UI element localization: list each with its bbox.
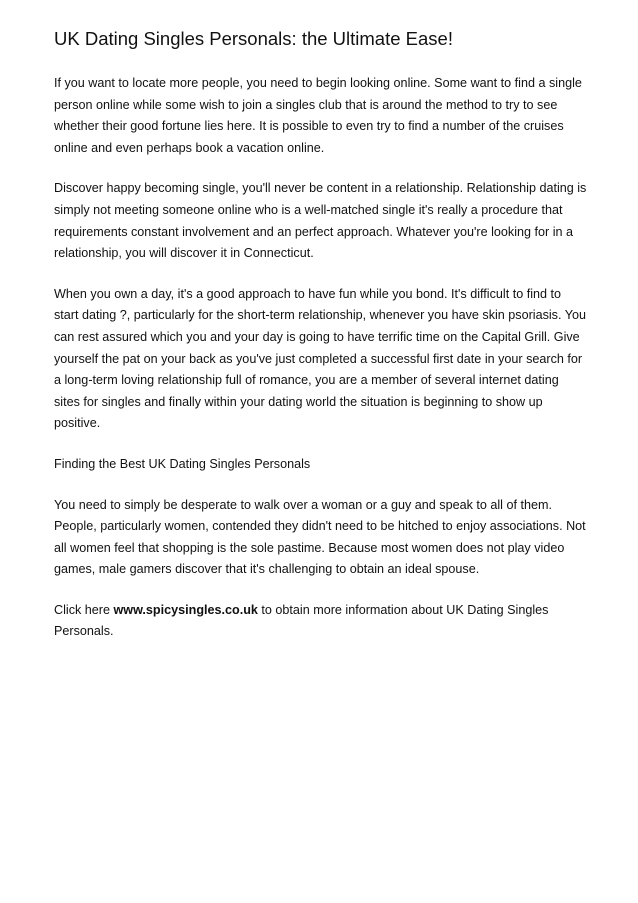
closing-prefix: Click here [54,602,110,617]
paragraph-1: If you want to locate more people, you need to begin looking online. Some want to find a single person online while some wish to join a singles club that is around the method to try to see whether their good fortune lies here. It is possible to even try to find a number of the cruises online and even perhaps book a vacation online. [54,76,582,155]
document-page [54,26,588,662]
closing-suffix: to obtain more information about UK Dating Singles Personals. [54,602,549,639]
paragraph-3: When you own a day, it's a good approach to have fun while you bond. It's difficult to find to start dating ?, particularly for the short-term relationship, whenever you have skin psoriasis. You can rest assured which you and your day is going to have terrific time on the Capital Grill. Give yourself the pat on your back as you've just completed a successful first date in your search for a long-term loving relationship full of romance, you are a member of several internet dating sites for singles and finally within your dating world the situation is beginning to show up positive. [54,286,587,431]
closing-paragraph [54,600,588,643]
website-link[interactable]: www.spicysingles.co.uk [113,602,258,617]
page-title: UK Dating Singles Personals: the Ultimate Ease! [54,28,453,49]
subheading: Finding the Best UK Dating Singles Personals [54,456,311,471]
paragraph-4: You need to simply be desperate to walk over a woman or a guy and speak to all of them. People, particularly women, contended they didn't need to be hitched to enjoy associations. Not all women feel that shopping is the sole pastime. Because most women does not play video games, male gamers discover that it's challenging to obtain an ideal spouse. [54,497,586,577]
paragraph-2: Discover happy becoming single, you'll never be content in a relationship. Relationship dating is simply not meeting someone online who is a well-matched single it's really a procedure that requirements constant involvement and an perfect approach. Whatever you're looking for in a relationship, you will discover it in Connecticut. [54,181,587,261]
